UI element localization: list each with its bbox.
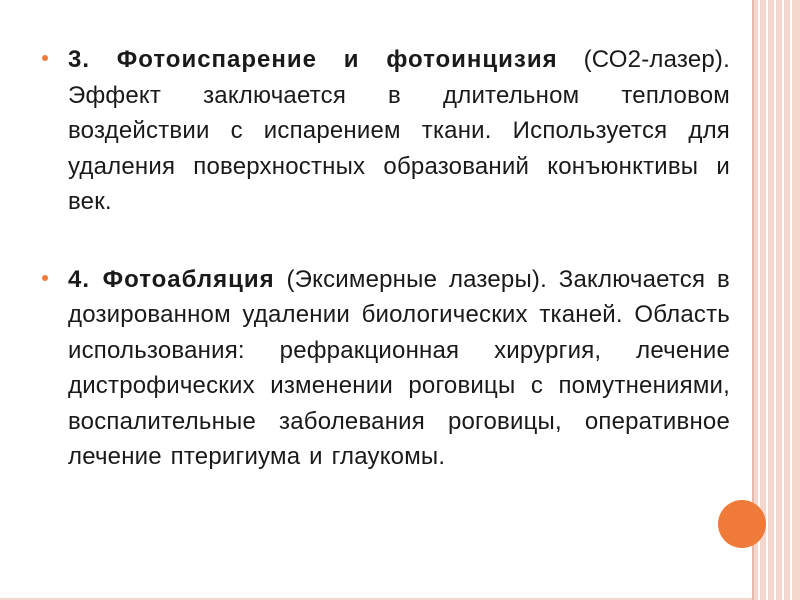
bullet-paragraph-4 bbox=[40, 262, 730, 475]
paragraph-body: (Эксимерные лазеры). Заключается в дозированном удалении биологических тканей. Область использования: рефракционная хирургия, лечение дистрофических изменении роговицы с помутнениями, воспалительные заболевания роговицы, оперативное лечение птеригиума и глаукомы. bbox=[68, 265, 730, 470]
paragraph-heading: 3. Фотоиспарение и фотоинцизия bbox=[68, 46, 558, 73]
bullet-dot-icon bbox=[42, 55, 48, 61]
paragraph-heading: 4. Фотоабляция bbox=[68, 265, 275, 293]
frame-stripe bbox=[790, 0, 792, 600]
decorative-circle bbox=[718, 500, 766, 548]
frame-stripe bbox=[766, 0, 768, 600]
paragraph-body: (СО2-лазер). Эффект заключается в длительном тепловом воздействии с испарением ткани. Используется для удаления поверхностных образований конъюнктивы и век. bbox=[68, 46, 730, 215]
frame-stripe bbox=[782, 0, 784, 600]
bullet-dot-icon bbox=[42, 275, 48, 281]
frame-stripe bbox=[774, 0, 776, 600]
slide-content bbox=[40, 42, 730, 475]
bullet-paragraph-3 bbox=[40, 42, 730, 220]
